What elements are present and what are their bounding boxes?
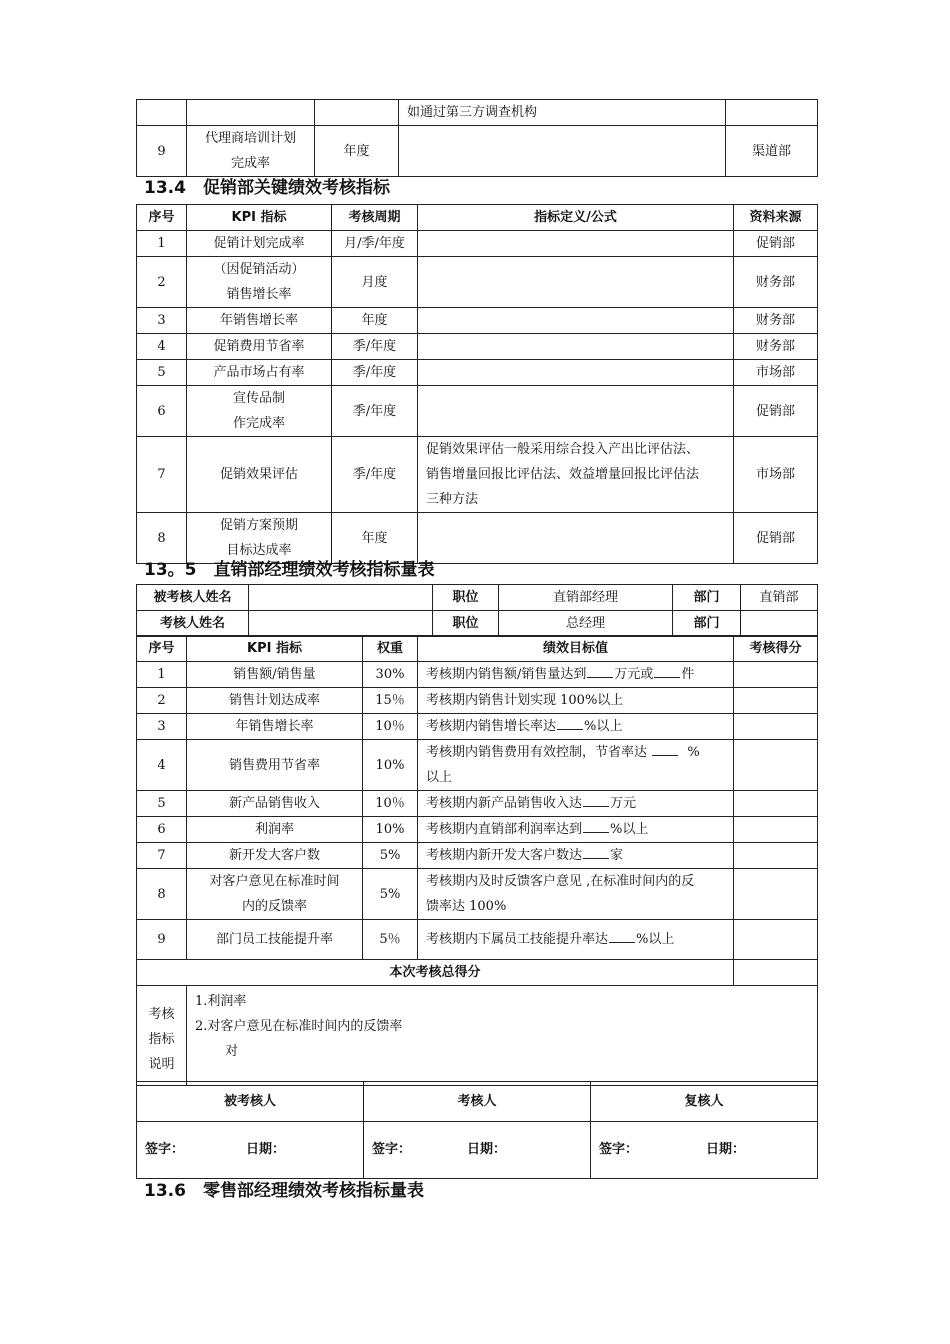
reviewer-header: 复核人: [591, 1082, 818, 1122]
header-definition: 指标定义/公式: [418, 205, 734, 231]
total-score-value: [734, 960, 818, 986]
total-score-label: 本次考核总得分: [137, 960, 734, 986]
header-no: 序号: [137, 636, 187, 662]
header-period: 考核周期: [332, 205, 418, 231]
table-row: 2 （因促销活动） 销售增长率 月度 财务部: [137, 257, 818, 308]
position-value: 总经理: [499, 611, 673, 637]
table-row: 7 新开发大客户数 5% 考核期内新开发大客户数达 家: [137, 843, 818, 869]
section-title-13-6: 13.6 零售部经理绩效考核指标量表: [144, 1181, 424, 1201]
table-row: 1 促销计划完成率 月/季/年度 促销部: [137, 231, 818, 257]
source-cell: 渠道部: [726, 126, 818, 177]
row-number: 9: [137, 126, 187, 177]
table-row: 1 销售额/销售量 30% 考核期内销售额/销售量达到 万元或 件: [137, 662, 818, 688]
header-source: 资料来源: [734, 205, 818, 231]
table-row: 3 年销售增长率 10％ 考核期内销售增长率达 %以上: [137, 714, 818, 740]
examinee-name-label: 被考核人姓名: [137, 585, 249, 611]
table-row: 5 产品市场占有率 季/年度 市场部: [137, 360, 818, 386]
section-title-13-4: 13.4 促销部关键绩效考核指标: [144, 178, 390, 198]
position-label: 职位: [433, 611, 499, 637]
header-no: 序号: [137, 205, 187, 231]
department-value: [741, 611, 818, 637]
direct-sales-info-table: [136, 584, 818, 637]
table-row: 3 年销售增长率 年度 财务部: [137, 308, 818, 334]
examiner-name-value: [249, 611, 433, 637]
department-label: 部门: [673, 611, 741, 637]
header-kpi: KPI 指标: [187, 636, 363, 662]
table-row: 4 促销费用节省率 季/年度 财务部: [137, 334, 818, 360]
signature-table: [136, 1081, 818, 1179]
examiner-header: 考核人: [364, 1082, 591, 1122]
table-row: 8 对客户意见在标准时间 内的反馈率 5% 考核期内及时反馈客户意见 ,在标准时间内的反 馈率达 100%: [137, 869, 818, 920]
examinee-signature: 签字： 日期：: [137, 1122, 364, 1179]
examinee-header: 被考核人: [137, 1082, 364, 1122]
table-row: 7 促销效果评估 季/年度 促销效果评估一般采用综合投入产出比评估法、 销售增量回报比评估法、效益增量回报比评估法 三种方法 市场部: [137, 437, 818, 513]
header-score: 考核得分: [734, 636, 818, 662]
table-row: 6 利润率 10% 考核期内直销部利润率达到 %以上: [137, 817, 818, 843]
reviewer-signature: 签字： 日期：: [591, 1122, 818, 1179]
examiner-name-label: 考核人姓名: [137, 611, 249, 637]
direct-sales-kpi-table: [136, 635, 818, 1086]
kpi-cell: 代理商培训计划 完成率: [187, 126, 315, 177]
position-value: 直销部经理: [499, 585, 673, 611]
definition-cell: 如通过第三方调查机构: [399, 100, 726, 126]
section-title-13-5: 13。5 直销部经理绩效考核指标量表: [144, 560, 435, 580]
department-value: 直销部: [741, 585, 818, 611]
examiner-signature: 签字： 日期：: [364, 1122, 591, 1179]
header-kpi: KPI 指标: [187, 205, 332, 231]
position-label: 职位: [433, 585, 499, 611]
period-cell: 年度: [315, 126, 399, 177]
table-row: 4 销售费用节省率 10% 考核期内销售费用有效控制，节省率达 % 以上: [137, 740, 818, 791]
table-row: 8 促销方案预期 目标达成率 年度 促销部: [137, 513, 818, 564]
table-row: 2 销售计划达成率 15％ 考核期内销售计划实现 100%以上: [137, 688, 818, 714]
channel-kpi-table-continued: [136, 99, 818, 177]
table-row: 5 新产品销售收入 10％ 考核期内新产品销售收入达 万元: [137, 791, 818, 817]
header-target: 绩效目标值: [418, 636, 734, 662]
notes-label: 考核 指标 说明: [137, 986, 187, 1086]
department-label: 部门: [673, 585, 741, 611]
definition-cell: [399, 126, 726, 177]
header-weight: 权重: [363, 636, 418, 662]
promotion-kpi-table: [136, 204, 818, 564]
examinee-name-value: [249, 585, 433, 611]
table-row: 6 宣传品制 作完成率 季/年度 促销部: [137, 386, 818, 437]
table-row: 9 部门员工技能提升率 5％ 考核期内下属员工技能提升率达 %以上: [137, 920, 818, 960]
notes-content: 1.利润率 2.对客户意见在标准时间内的反馈率 对: [187, 986, 818, 1086]
